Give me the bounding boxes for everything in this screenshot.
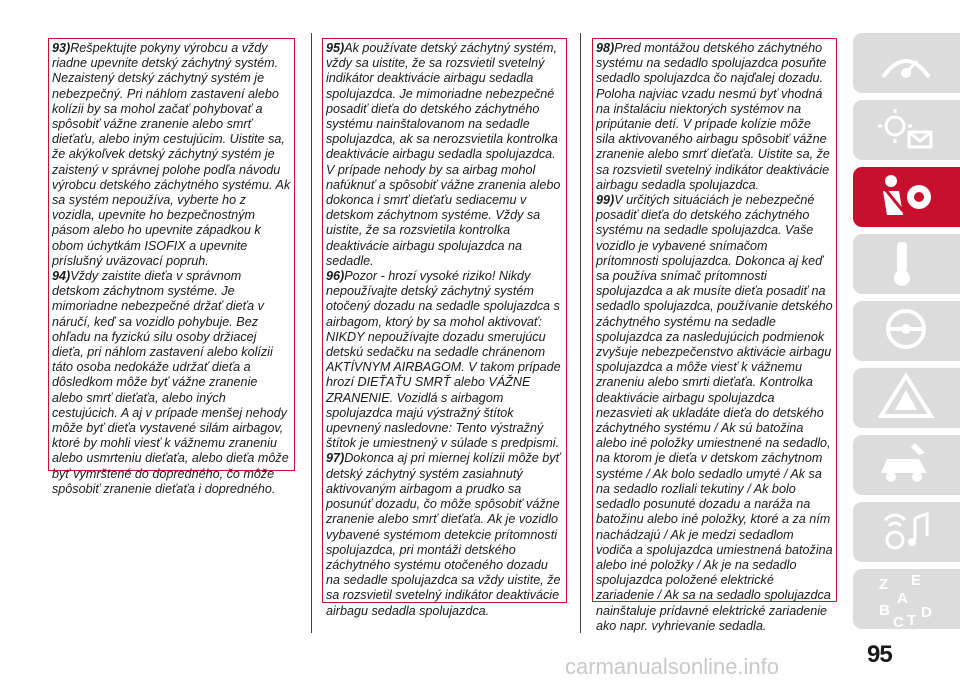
tab-dashboard[interactable] bbox=[853, 33, 960, 93]
warning-96 bbox=[326, 269, 563, 451]
svg-text:C: C bbox=[893, 614, 904, 631]
tab-starting[interactable] bbox=[853, 234, 960, 294]
warning-number: 98) bbox=[596, 41, 615, 55]
warning-94 bbox=[52, 269, 291, 497]
page-number: 95 bbox=[867, 641, 892, 668]
warning-99 bbox=[596, 193, 833, 634]
warning-box-col1 bbox=[48, 38, 295, 496]
tab-safety[interactable] bbox=[853, 167, 960, 227]
tab-index[interactable] bbox=[853, 569, 960, 629]
svg-text:E: E bbox=[911, 573, 922, 589]
warning-98 bbox=[596, 41, 833, 193]
tab-emergency[interactable] bbox=[853, 368, 960, 428]
maintenance-car-icon bbox=[875, 439, 937, 491]
seatbelt-airbag-icon bbox=[875, 171, 937, 223]
column-divider-1 bbox=[311, 33, 312, 633]
warning-lights-icon bbox=[875, 104, 937, 156]
warning-93 bbox=[52, 41, 291, 269]
multimedia-icon bbox=[875, 506, 937, 558]
watermark-text: carmanualsonline.info bbox=[565, 654, 780, 679]
tab-warning-lights[interactable] bbox=[853, 100, 960, 160]
warning-text: Pozor - hrozí vysoké riziko! Nikdy nepoužívajte detský záchytný systém otočený dozadu na sedadle spolujazdca s airbagom, ktorý by sa mohol aktivovať: NIKDY nepoužívajte dozadu smerujúcu detskú sedačku na sedadle chránenom AKTÍVNYM AIRBAGOM. V takom prípade hrozí DIEŤAŤU SMRŤ alebo VÁŽNE ZRANENIE. Vozidlá s airbagom spolujazdca majú výstražný štítok upevnený nasledovne: Tento výstražný štítok je umiestnený v súlade s predpismi. bbox=[326, 269, 561, 451]
warning-number: 95) bbox=[326, 41, 345, 55]
car-dashboard-icon bbox=[875, 37, 937, 89]
warning-text: Rešpektujte pokyny výrobcu a vždy riadne upevnite detský záchytný systém. Nezaistený detský záchytný systém je nebezpečný. Pri náhlom zastavení alebo kolízii by sa mohol začať pohybovať a spôsobiť vážne zranenie alebo smrť dieťaťu, alebo iným cestujúcim. Uistite sa, že akýkoľvek detský záchytný systém je zaistený v správnej polohe podľa návodu výrobcu detského záchytného systému. Ak sa systém nepoužíva, vyberte ho z vozidla, upevnite ho bezpečnostným pásom alebo ho upevnite západkou k obom úchytkám ISOFIX a upevnite príslušný uväzovací popruh. bbox=[52, 41, 291, 268]
column-divider-2 bbox=[580, 33, 581, 633]
warning-box-col2 bbox=[322, 38, 567, 618]
svg-text:A: A bbox=[897, 590, 908, 607]
warning-number: 96) bbox=[326, 269, 345, 284]
emergency-warning-icon bbox=[875, 372, 937, 424]
warning-number: 94) bbox=[52, 269, 71, 284]
warning-box-col3 bbox=[592, 38, 837, 633]
warning-text: Ak používate detský záchytný systém, vždy sa uistite, že sa rozsvietil svetelný indikátor deaktivácie airbagu sedadla spolujazdca. Je mimoriadne nebezpečné posadiť dieťa do detského záchytného systému nainštalovanom na sedadle spolujazdca, ak sa nerozsvietila kontrolka deaktivácie airbagu sedadla spolujazdca. V prípade nehody by sa airbag mohol nafúknuť a spôsobiť vážne zranenia alebo dokonca i smrť dieťaťu sediacemu v detskom záchytnom systéme. Vždy sa uistite, že sa rozsvietila kontrolka deaktivácie airbagu spolujazdca na sedadle. bbox=[326, 41, 561, 268]
starting-driving-icon bbox=[875, 238, 937, 290]
warning-text: Pred montážou detského záchytného systému na sedadlo spolujazdca posuňte sedadlo spolujazdca čo najďalej dozadu. Poloha najviac vzadu nesmú byť vhodná na inštaláciu niektorých systémov na pripútanie detí. V prípade kolízie môže sila aktivovaného airbagu spôsobiť vážne zranenie alebo smrť dieťaťa. Uistite sa, že sa rozsvietil svetelný indikátor deaktivácie airbagu sedadla spolujazdca. bbox=[596, 41, 830, 192]
svg-text:T: T bbox=[907, 612, 917, 629]
svg-text:B: B bbox=[879, 602, 890, 619]
warning-text: V určitých situáciách je nebezpečné posadiť dieťa do detského záchytného systému na sedadle spolujazdca. Vaše vozidlo je vybavené snímačom prítomnosti spolujazdca. Dokonca aj keď sa používa snímač prítomnosti spolujazdca a ak musíte dieťa posadiť na sedadlo spolujazdca, používanie detského záchytného systému na sedadle spolujazdca za nasledujúcich podmienok zvyšuje nebezpečenstvo aktivácie airbagu spolujazdca a môže viesť k vážnemu zraneniu alebo smrti dieťaťa. Kontrolka deaktivácie airbagu spolujazdca nezasvieti ak ukladáte dieťa do detského záchytného systému / Ak sú batožina alebo iné položky umiestnené na sedadlo, na ktorom je dieťa v detskom záchytnom systéme / Ak bolo sedadlo umyté / Ak sa na sedadlo rozliali tekutiny / Ak bolo sedadlo posunuté dozadu a naráža na batožinu alebo iné položky, ktoré a za ním nachádzajú / Ak je medzi sedadlom vodiča a spolujazdca umiestnená batožina alebo iné položky / Ak je na sedadlo spolujazdca položené elektrické zariadenie / Ak sa na sedadlo spolujazdca nainštaluje prídavné elektrické zariadenie ako napr. vyhrievanie sedadla. bbox=[596, 193, 833, 633]
warning-number: 99) bbox=[596, 193, 615, 208]
svg-text:D: D bbox=[921, 604, 932, 621]
warning-number: 97) bbox=[326, 451, 345, 466]
tab-multimedia[interactable] bbox=[853, 502, 960, 562]
warning-text: Vždy zaistite dieťa v správnom detskom záchytnom systéme. Je mimoriadne nebezpečné držať dieťa v náručí, keď sa vozidlo pohybuje. Bez ohľadu na fyzickú silu osoby držiacej dieťa, pri náhlom zastavení alebo kolízii táto osoba nedokáže udržať dieťa a dôsledkom môže byť vážne zranenie alebo smrť dieťaťa, alebo iných cestujúcich. A aj v prípade menšej nehody môže byť dieťa vystavené silám airbagov, ktoré by mohli viesť k vážnemu zraneniu alebo usmrteniu dieťaťa, alebo dieťa môže byť vymrštené do dopredného, čo môže spôsobiť zranenie dieťaťa i dopredného. bbox=[52, 269, 289, 496]
warning-95 bbox=[326, 41, 563, 269]
warning-number: 93) bbox=[52, 41, 71, 55]
alphabetical-index-icon bbox=[875, 573, 937, 633]
steering-wheel-icon bbox=[875, 305, 937, 357]
svg-text:Z: Z bbox=[879, 576, 889, 593]
tab-maintenance[interactable] bbox=[853, 435, 960, 495]
warning-97 bbox=[326, 451, 563, 618]
tab-driving[interactable] bbox=[853, 301, 960, 361]
warning-text: Dokonca aj pri miernej kolízii môže byť detský záchytný systém zasiahnutý aktivovaným airbagom a prudko sa posunúť dozadu, čo môže spôsobiť vážne zranenie alebo smrť dieťaťa. Ak je vozidlo vybavené systémom detekcie prítomnosti spolujazdca, pri montáži detského záchytného systému otočeného dozadu na sedadle spolujazdca sa vždy uistite, že sa rozsvietil svetelný indikátor deaktivácie airbagu sedadla spolujazdca. bbox=[326, 451, 561, 618]
